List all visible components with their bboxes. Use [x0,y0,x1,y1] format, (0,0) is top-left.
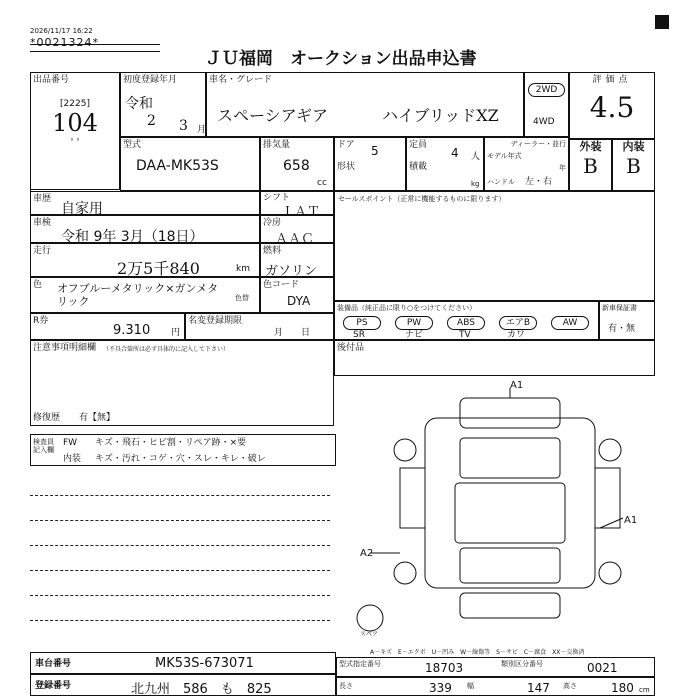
displacement-value: 658 [283,158,310,174]
capacity-label: 定員 [409,140,428,150]
inspection-value: 令和 9年 3月（18日） [61,229,204,245]
corner-mark-icon [655,15,669,29]
displacement-box [260,137,334,191]
frame-label: 車台番号 [35,659,72,669]
form-spec-label: 型式指定番号 [339,660,381,668]
mark-side: A1 [624,515,638,526]
inspection-label: 車検 [33,218,52,228]
registration-era: 令和 [125,96,153,112]
car-name: スペーシアギア [217,106,329,125]
sales-point-label: セールスポイント（正常に機能するものに限ります） [338,195,506,203]
other-label: 後付品 [337,343,365,353]
lot-label: 出品番号 [33,75,70,85]
car-name-box [206,72,524,137]
recycle-box [30,313,185,340]
handle-label: ハンドル [487,178,515,186]
color-box [30,277,260,313]
equip-navi: ナビ [405,330,424,340]
barcode-serial: *0021324* [30,36,99,49]
car-name-label: 車名・グレード [209,75,273,85]
vehicle-type-label: 車歴 [33,194,52,204]
frame-value: MK53S-673071 [155,656,254,671]
color-change-label: 色替 [235,294,249,302]
model-value: DAA-MK53S [136,158,219,174]
mileage-label: 走行 [33,246,52,256]
registration-year: 2 [147,113,156,129]
aircon-label: 冷房 [263,218,282,228]
warranty-value: 有・無 [608,324,636,334]
mileage-value: 2万5千840 [117,259,200,278]
lot-code: [2225] [60,99,90,109]
drive-4wd: 4WD [533,117,555,127]
dims-unit: cm [639,686,650,694]
checker-box [30,434,336,466]
length-label: 長さ [339,682,353,690]
width-value: 147 [527,681,550,695]
height-value: 180 [611,681,634,695]
model-box [120,137,260,191]
model-year-label: モデル年式 [487,152,522,160]
color-value: オフブルーメタリック×ガンメタリック [57,282,219,308]
equip-pw: PW [395,316,433,330]
dims-box [336,677,655,696]
vehicle-type-box [30,191,260,215]
warranty-box [599,301,655,340]
score-value: 4.5 [589,91,635,124]
checker-row1: キズ・飛石・ヒビ割・リペア跡・×要 [95,438,247,448]
diagram-legend: A－キズ E－エクボ U－凹み W－線傷等 S－サビ C－腐食 XX－交換済 [370,649,585,656]
mark-front: A1 [510,380,524,391]
repair-value: 有【無】 [79,413,116,423]
shift-value: ＩＡＴ [281,205,321,220]
shift-label: シフト [263,193,291,203]
registration-label: 初度登録年月 [123,75,178,85]
class-value: 0021 [587,661,618,675]
plate-value: 北九州 586 も 825 [131,682,272,697]
lot-number: 104 [52,109,98,137]
warranty-label: 新車保証書 [602,304,637,312]
interior-box [612,139,655,191]
damage-diagram [340,378,680,638]
recycle-unit: 円 [171,328,181,338]
checker-label: 検査員記入欄 [33,438,54,454]
checker-row2: キズ・汚れ・コゲ・穴・スレ・キレ・破レ [95,454,266,464]
registration-month-unit: 月 [197,125,207,135]
frame-box [30,652,336,674]
color-label: 色 [33,280,43,290]
load-label: 積載 [409,162,428,172]
doors-value: 5 [371,144,379,158]
equipment-box [334,301,599,340]
exterior-box [569,139,612,191]
equipment-label: 装備品（純正品に限り○をつけてください） [337,304,477,312]
exterior-score: B [583,154,598,178]
form-title: ＪＵ福岡 オークション出品申込書 [205,49,477,69]
drive-2wd: 2WD [528,83,565,97]
other-box [334,340,655,376]
displacement-label: 排気量 [263,140,291,150]
handle-options: 左・右 [525,177,553,187]
aircon-box [260,215,334,247]
car-grade: ハイブリッドXZ [382,106,499,125]
reg-deadline-unit: 月 日 [274,328,311,338]
equip-abs: ABS [447,316,485,330]
equip-leather: カワ [507,330,526,340]
doors-label: ドア [337,140,355,150]
score-label: 評価点 [592,75,632,85]
sales-point-box [334,191,655,301]
equip-airbag: エアB [499,316,537,330]
width-label: 幅 [467,682,474,690]
doors-box [334,137,406,191]
dealer-label: ディーラー・並行 [510,140,566,148]
checker-row2-tag: 内装 [63,454,82,464]
fuel-label: 燃料 [263,246,282,256]
fuel-box [260,243,334,277]
notes-sub: （不具合箇所は必ず具体的に記入して下さい） [103,346,230,353]
barcode [30,44,160,52]
equip-sr: SR [353,330,365,340]
shape-label: 形状 [337,162,356,172]
model-year-unit: 年 [559,164,566,172]
equip-ps: PS [343,316,381,330]
recycle-label: R券 [33,316,49,326]
spare-label: スペア [360,631,379,638]
interior-score: B [626,154,641,178]
reg-deadline-label: 名変登録期限 [188,316,243,326]
drive-box [524,72,569,137]
vehicle-type-value: 自家用 [61,201,103,217]
height-label: 高さ [563,682,577,690]
plate-box [30,674,336,696]
form-spec-box [336,657,655,677]
mileage-box [30,243,260,277]
color-code-box [260,277,334,313]
interior-label: 内装 [622,140,645,153]
score-box [569,72,655,139]
aircon-value: ＡＡＣ [275,232,315,247]
lot-box [30,72,120,190]
mark-left: A2 [360,548,374,559]
form-spec-value: 18703 [425,661,464,675]
color-code-label: 色コード [263,280,300,290]
repair-label: 修復歴 [33,413,61,423]
model-label: 型式 [123,140,142,150]
equip-aw: AW [551,316,589,330]
length-value: 339 [429,681,452,695]
exterior-label: 外装 [579,140,602,153]
recycle-value: 9.310 [113,323,151,338]
lot-marks: ' ' [70,137,80,148]
checker-row1-tag: FW [63,438,78,448]
inspection-box [30,215,260,243]
notes-box [30,340,334,426]
mileage-unit: km [236,264,250,274]
shift-box [260,191,334,220]
notes-label: 注意事項明細欄 [33,343,97,353]
displacement-unit: cc [317,178,327,188]
capacity-unit: 人 [471,152,481,162]
reg-deadline-box [185,313,334,340]
dealer-box [484,137,569,191]
fuel-value: ガソリン [265,264,318,279]
timestamp: 2026/11/17 16:22 [30,27,93,35]
equip-tv: TV [459,330,471,340]
capacity-value: 4 [451,146,459,160]
class-label: 類別区分番号 [501,660,543,668]
registration-month: 3 [179,118,188,134]
load-unit: kg [471,180,480,188]
capacity-box [406,137,484,191]
registration-box [120,72,206,137]
plate-label: 登録番号 [35,681,72,691]
color-code-value: DYA [287,294,311,308]
